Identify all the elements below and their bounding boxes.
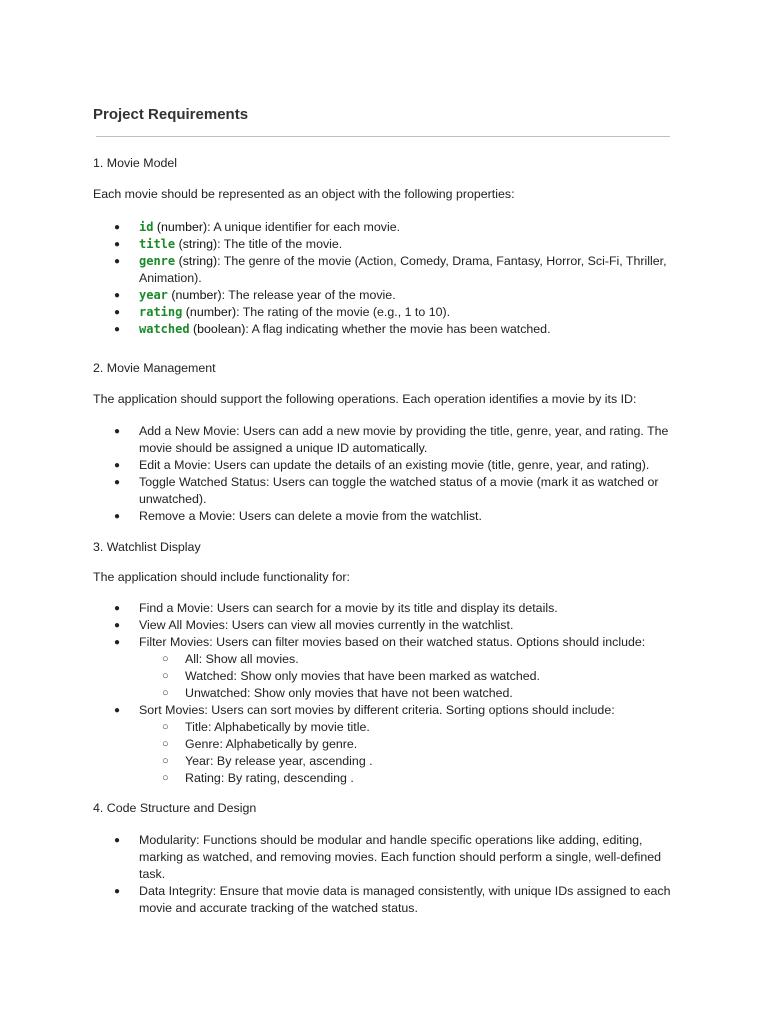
- code-term: id: [139, 220, 154, 234]
- section-heading-watchlist-display: [93, 539, 683, 556]
- display-features-list: [93, 600, 683, 787]
- sort-options-list: [139, 719, 683, 787]
- list-item: ● Modularity: Functions should be modular and handle specific operations like adding, editing, marking as watched, and removing movies. Each function should perform a single, well-defined task.: [93, 832, 683, 883]
- paragraph: The application should include functionality for:: [93, 570, 350, 584]
- code-term: title: [139, 237, 176, 251]
- term: Watched: [185, 669, 234, 683]
- sub-list-item: ○ Rating: By rating, descending .: [139, 770, 683, 787]
- list-item: ● Filter Movies: Users can filter movies based on their watched status. Options should include: ○ All: Show all movies. ○ Watched: Show only movies that have been marked as watched. ○ Unwatched: Show only movies that have not been watched.: [93, 634, 683, 702]
- list-item: ● Remove a Movie: Users can delete a movie from the watchlist.: [93, 508, 683, 525]
- list-item: ● id (number): A unique identifier for each movie.: [93, 219, 683, 236]
- section-heading-code-structure: [93, 800, 683, 817]
- paragraph: Each movie should be represented as an object with the following properties:: [93, 187, 515, 201]
- term: Year: [185, 754, 211, 768]
- sub-list-item: ○ All: Show all movies.: [139, 651, 683, 668]
- term: Rating: [185, 771, 221, 785]
- term: Data Integrity: [139, 884, 213, 898]
- list-item: ● Data Integrity: Ensure that movie data is managed consistently, with unique IDs assigned to each movie and accurate tracking of the watched status.: [93, 883, 683, 917]
- filter-options-list: [139, 651, 683, 702]
- section-intro: [93, 569, 683, 586]
- section-intro: [93, 186, 683, 203]
- list-item: ● Toggle Watched Status: Users can toggle the watched status of a movie (mark it as watched or unwatched).: [93, 474, 683, 508]
- paragraph: The application should support the following operations. Each operation identifies a movie by its ID:: [93, 392, 637, 406]
- term: Find a Movie: [139, 601, 210, 615]
- list-item: ● Find a Movie: Users can search for a movie by its title and display its details.: [93, 600, 683, 617]
- list-item: ● watched (boolean): A flag indicating whether the movie has been watched.: [93, 321, 683, 338]
- sub-list-item: ○ Title: Alphabetically by movie title.: [139, 719, 683, 736]
- code-term: rating: [139, 305, 183, 319]
- list-item: ● View All Movies: Users can view all movies currently in the watchlist.: [93, 617, 683, 634]
- term: View All Movies: [139, 618, 225, 632]
- section-heading-movie-model: [93, 155, 683, 172]
- term: Toggle Watched Status: [139, 475, 266, 489]
- list-item: ● title (string): The title of the movie.: [93, 236, 683, 253]
- term: Genre: [185, 737, 220, 751]
- section-heading: 2. Movie Management: [93, 361, 216, 375]
- term: Edit a Movie: [139, 458, 208, 472]
- sub-list-item: ○ Year: By release year, ascending .: [139, 753, 683, 770]
- horizontal-divider: [96, 136, 670, 137]
- sub-list-item: ○ Genre: Alphabetically by genre.: [139, 736, 683, 753]
- term: Modularity: [139, 833, 197, 847]
- section-heading: 3. Watchlist Display: [93, 540, 201, 554]
- list-item: ● rating (number): The rating of the movie (e.g., 1 to 10).: [93, 304, 683, 321]
- list-item: ● Sort Movies: Users can sort movies by different criteria. Sorting options should include: ○ Title: Alphabetically by movie title. ○ Genre: Alphabetically by genre. ○ Year: By release year, ascending . ○ Rating: By rating, descending .: [93, 702, 683, 787]
- operations-list: [93, 423, 683, 525]
- term: Filter Movies: [139, 635, 210, 649]
- term: Add a New Movie: [139, 424, 237, 438]
- term: Unwatched: [185, 686, 247, 700]
- term: All: [185, 652, 199, 666]
- list-item: ● year (number): The release year of the movie.: [93, 287, 683, 304]
- term: Title: [185, 720, 208, 734]
- page-title: Project Requirements: [93, 106, 249, 123]
- sub-list-item: ○ Watched: Show only movies that have been marked as watched.: [139, 668, 683, 685]
- code-term: watched: [139, 322, 190, 336]
- sub-list-item: ○ Unwatched: Show only movies that have not been watched.: [139, 685, 683, 702]
- property-list: [93, 219, 683, 338]
- term: Remove a Movie: [139, 509, 232, 523]
- list-item: ● Add a New Movie: Users can add a new movie by providing the title, genre, year, and rating. The movie should be assigned a unique ID automatically.: [93, 423, 683, 457]
- list-item: ● genre (string): The genre of the movie (Action, Comedy, Drama, Fantasy, Horror, Sci-Fi, Thriller, Animation).: [93, 253, 683, 287]
- design-principles-list: [93, 832, 683, 917]
- section-heading: 4. Code Structure and Design: [93, 801, 257, 815]
- term: Sort Movies: [139, 703, 205, 717]
- section-intro: [93, 391, 683, 408]
- code-term: year: [139, 288, 168, 302]
- section-heading-movie-management: [93, 360, 683, 377]
- code-term: genre: [139, 254, 176, 268]
- section-heading: 1. Movie Model: [93, 156, 178, 170]
- list-item: ● Edit a Movie: Users can update the details of an existing movie (title, genre, year, and rating).: [93, 457, 683, 474]
